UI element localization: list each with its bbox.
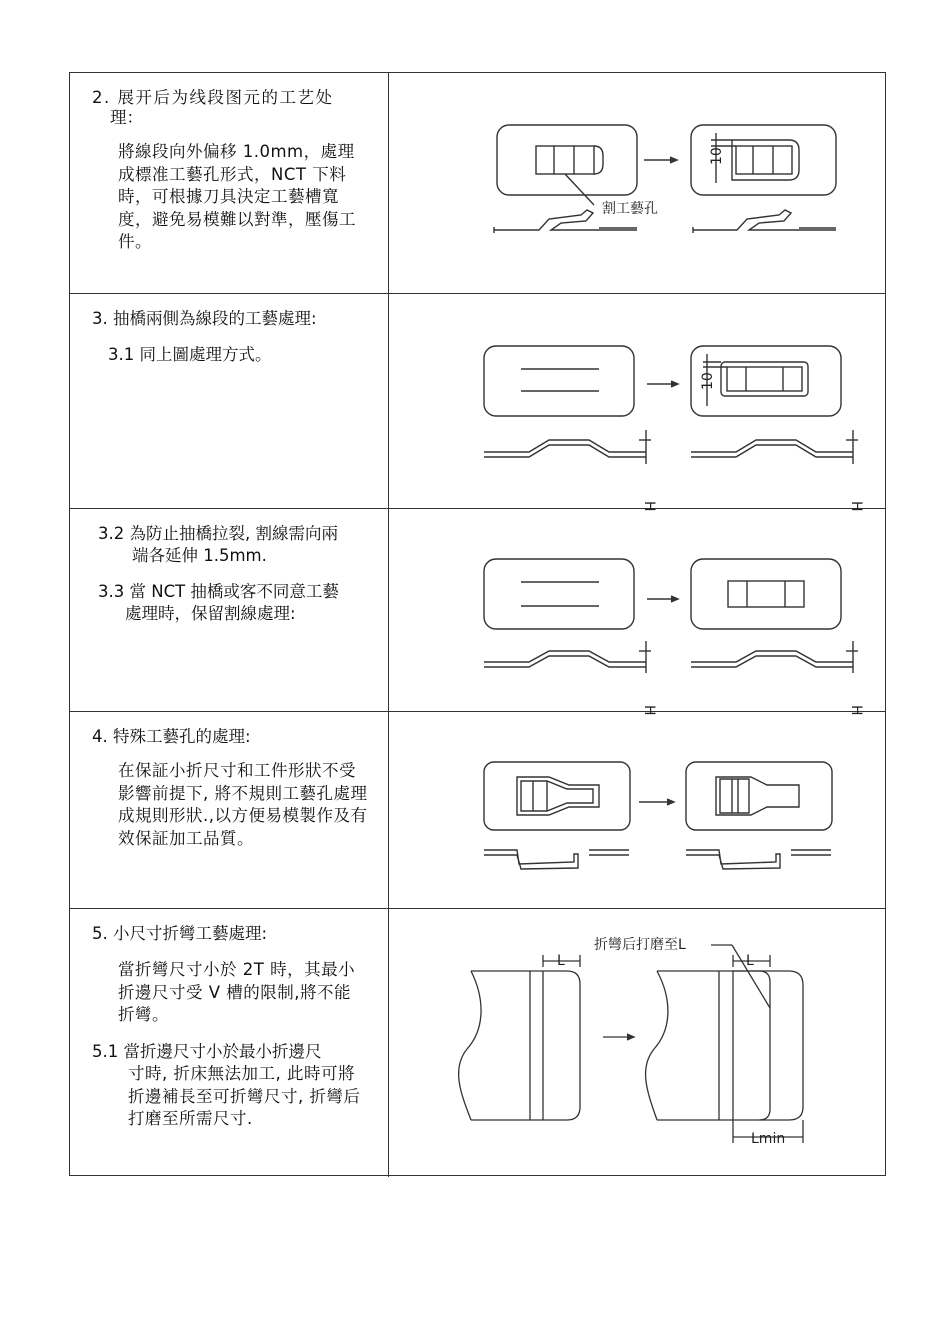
row-heading: 5. 小尺寸折彎工藝處理:	[92, 924, 268, 943]
slot-offset-figure	[389, 73, 886, 294]
item-3-2-cont: 端各延伸 1.5mm.	[132, 546, 267, 565]
text-cell	[70, 712, 389, 908]
item-3-3: 3.3 當 NCT 抽橋或客不同意工藝	[98, 582, 339, 601]
bridge-keep-cut-figure	[389, 509, 886, 716]
figure-cell	[389, 294, 885, 512]
bridge-figure	[389, 294, 886, 512]
row-heading-cont: 理：	[110, 108, 143, 127]
table-row	[70, 909, 885, 1177]
dim-label: 10	[709, 147, 725, 165]
row-heading: 3. 抽橋兩側為線段的工藝處理:	[92, 309, 317, 328]
process-table	[69, 72, 886, 1176]
lmin-label: Lmin	[751, 1131, 786, 1147]
row-heading: 2. 展开后为线段图元的工艺处	[92, 88, 334, 107]
text-cell	[70, 294, 389, 508]
item-5-1: 5.1 當折邊尺寸小於最小折邊尺	[92, 1042, 322, 1061]
table-row	[70, 294, 885, 512]
h-label-right: H	[848, 705, 864, 716]
h-label-left: H	[641, 501, 657, 512]
h-label-right: H	[848, 501, 864, 512]
figure-cell	[389, 712, 885, 908]
callout-label: 折彎后打磨至L	[594, 937, 686, 953]
item-5-1-cont: 寸時, 折床無法加工, 此時可將折邊補長至可折彎尺寸, 折彎后打磨至所需尺寸.	[128, 1064, 361, 1128]
table-row	[70, 712, 885, 909]
text-cell	[70, 909, 389, 1177]
l-label-left: L	[557, 953, 565, 969]
row-paragraph: 在保証小折尺寸和工件形狀不受影響前提下, 將不規則工藝孔處理成規則形狀.,以方便易模製作及有效保証加工品質。	[118, 761, 368, 848]
item-3-3-cont: 處理時，保留割線處理:	[125, 604, 296, 623]
irregular-hole-figure	[389, 712, 886, 909]
row-heading: 4. 特殊工藝孔的處理:	[92, 727, 251, 746]
short-flange-figure	[389, 909, 886, 1177]
row-paragraph: 當折彎尺寸小於 2T 時，其最小折邊尺寸受 V 槽的限制,將不能折彎。	[118, 960, 356, 1024]
table-row	[70, 73, 885, 294]
figure-cell	[389, 73, 885, 293]
callout-label: 割工藝孔	[602, 201, 658, 217]
text-cell	[70, 509, 389, 711]
figure-cell	[389, 509, 885, 716]
l-label-right: L	[746, 953, 754, 969]
row-subitem: 3.1 同上圖處理方式。	[108, 345, 272, 364]
figure-cell	[389, 909, 885, 1177]
row-paragraph: 將線段向外偏移 1.0mm，處理成標准工藝孔形式，NCT 下料時，可根據刀具決定工藝槽寬度，避免易模難以對準，壓傷工件。	[118, 142, 356, 251]
item-3-2: 3.2 為防止抽橋拉裂, 割線需向兩	[98, 524, 338, 543]
dim-label: 10	[700, 372, 716, 390]
text-cell	[70, 73, 389, 293]
h-label-left: H	[641, 705, 657, 716]
table-row	[70, 509, 885, 716]
